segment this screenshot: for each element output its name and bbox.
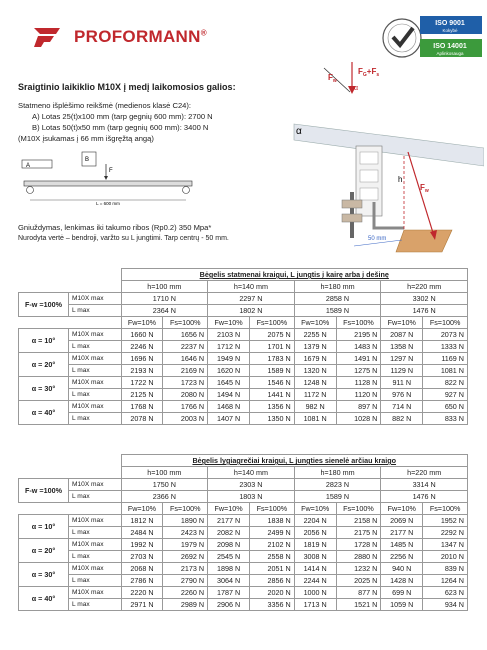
value-cell: 882 N xyxy=(381,413,423,425)
value-cell: 1646 N xyxy=(163,353,208,365)
proformann-logo-icon xyxy=(30,26,70,48)
value-cell: 1949 N xyxy=(208,353,250,365)
value-cell: 1722 N xyxy=(121,377,163,389)
table-row xyxy=(19,515,468,527)
alpha-label: α = 40° xyxy=(19,401,69,425)
value-cell: 2193 N xyxy=(121,365,163,377)
value-cell: 2056 N xyxy=(294,527,336,539)
value-cell: 1660 N xyxy=(121,329,163,341)
value-cell: 2703 N xyxy=(121,551,163,563)
value-cell: 2906 N xyxy=(208,599,250,611)
row-kind-label: M10X max xyxy=(69,563,122,575)
value-cell: 2989 N xyxy=(163,599,208,611)
value-cell: 822 N xyxy=(423,377,468,389)
value-cell: 940 N xyxy=(381,563,423,575)
value-cell: 2098 N xyxy=(208,539,250,551)
value-cell: 2545 N xyxy=(208,551,250,563)
row-kind-label: M10X max xyxy=(69,377,122,389)
value-cell: 2125 N xyxy=(121,389,163,401)
row-kind-label: M10X max xyxy=(69,353,122,365)
value-cell: 1979 N xyxy=(163,539,208,551)
table-title: Bėgelis lygiagrečiai kraigui, L jungties sienelė arčiau kraigo xyxy=(121,455,468,467)
value-cell: 2856 N xyxy=(249,575,294,587)
alpha-left: α xyxy=(296,126,302,137)
value-cell: 1379 N xyxy=(294,341,336,353)
value-cell: 1350 N xyxy=(249,413,294,425)
alpha-top: α xyxy=(354,85,359,92)
value-cell: 2244 N xyxy=(294,575,336,587)
value-cell: 2790 N xyxy=(163,575,208,587)
alpha-label: α = 40° xyxy=(19,587,69,611)
value-cell: 2237 N xyxy=(163,341,208,353)
brand-logo xyxy=(30,26,207,48)
iso-9001-sub: Kokybė xyxy=(442,28,458,33)
value-cell: 650 N xyxy=(423,401,468,413)
value-cell: 1679 N xyxy=(294,353,336,365)
value-cell: 1333 N xyxy=(423,341,468,353)
row-kind-label: M10X max xyxy=(69,329,122,341)
value-cell: 927 N xyxy=(423,389,468,401)
value-cell: 1712 N xyxy=(208,341,250,353)
value-cell: 976 N xyxy=(381,389,423,401)
value-cell: 911 N xyxy=(381,377,423,389)
value-cell: 2246 N xyxy=(121,341,163,353)
value-cell: 2003 N xyxy=(163,413,208,425)
value-cell: 934 N xyxy=(423,599,468,611)
table-row xyxy=(19,365,468,377)
value-cell: 2558 N xyxy=(249,551,294,563)
value-cell: 1787 N xyxy=(208,587,250,599)
value-cell: 1521 N xyxy=(336,599,381,611)
row-kind-label: L max xyxy=(69,365,122,377)
header-row: h=100 mm h=140 mm h=180 mm h=220 mm xyxy=(19,467,468,479)
value-cell: 1728 N xyxy=(336,539,381,551)
value-cell: 1128 N xyxy=(336,377,381,389)
value-cell: 1081 N xyxy=(423,365,468,377)
value-cell: 1264 N xyxy=(423,575,468,587)
value-cell: 1589 N xyxy=(249,365,294,377)
iso-14001-sub: Aplinkosauga xyxy=(436,51,464,56)
value-cell: 2260 N xyxy=(163,587,208,599)
value-cell: 2971 N xyxy=(121,599,163,611)
value-cell: 1952 N xyxy=(423,515,468,527)
value-cell: 2499 N xyxy=(249,527,294,539)
intro-option-a: A) Lotas 25(t)x100 mm (tarp gegnių 600 mm): 2700 N xyxy=(32,112,213,121)
row-kind-label: M10X max xyxy=(69,539,122,551)
value-cell: 3064 N xyxy=(208,575,250,587)
value-cell: 1129 N xyxy=(381,365,423,377)
value-cell: 839 N xyxy=(423,563,468,575)
value-cell: 1485 N xyxy=(381,539,423,551)
value-cell: 699 N xyxy=(381,587,423,599)
label-b: B xyxy=(85,157,90,163)
value-cell: 2880 N xyxy=(336,551,381,563)
value-cell: 1491 N xyxy=(336,353,381,365)
value-cell: 1356 N xyxy=(249,401,294,413)
beam-load-diagram xyxy=(16,150,196,206)
value-cell: 2087 N xyxy=(381,329,423,341)
row-kind-label: L max xyxy=(69,575,122,587)
value-cell: 2075 N xyxy=(249,329,294,341)
value-cell: 2173 N xyxy=(163,563,208,575)
value-cell: 1546 N xyxy=(249,377,294,389)
value-cell: 1059 N xyxy=(381,599,423,611)
intro-line: Statmeno išplėšimo reikšmė (medienos klasė C24): xyxy=(18,101,192,110)
value-cell: 1358 N xyxy=(381,341,423,353)
value-cell: 1169 N xyxy=(423,353,468,365)
value-cell: 2177 N xyxy=(208,515,250,527)
value-cell: 1248 N xyxy=(294,377,336,389)
iso-9001-label: ISO 9001 xyxy=(435,20,465,27)
table-row xyxy=(19,377,468,389)
value-cell: 2078 N xyxy=(121,413,163,425)
table-row xyxy=(19,599,468,611)
value-cell: 2204 N xyxy=(294,515,336,527)
value-cell: 1320 N xyxy=(294,365,336,377)
table-row xyxy=(19,353,468,365)
value-cell: 2073 N xyxy=(423,329,468,341)
table-row xyxy=(19,401,468,413)
bend-line1: Gniuždymas, lenkimas iki takumo ribos (Rp0.2) 350 Mpa* xyxy=(18,223,212,232)
value-cell: 1483 N xyxy=(336,341,381,353)
mounting-force-diagram xyxy=(284,62,484,258)
value-cell: 1696 N xyxy=(121,353,163,365)
value-cell: 2255 N xyxy=(294,329,336,341)
value-cell: 1656 N xyxy=(163,329,208,341)
force-fw2-label: $F_w$ xyxy=(420,183,429,194)
value-cell: 877 N xyxy=(336,587,381,599)
value-cell: 2292 N xyxy=(423,527,468,539)
value-cell: 1838 N xyxy=(249,515,294,527)
row-kind-label: L max xyxy=(69,527,122,539)
row-kind-label: L max xyxy=(69,551,122,563)
value-cell: 1620 N xyxy=(208,365,250,377)
alpha-label: α = 20° xyxy=(19,353,69,377)
value-cell: 2069 N xyxy=(381,515,423,527)
value-cell: 1898 N xyxy=(208,563,250,575)
value-cell: 2177 N xyxy=(381,527,423,539)
table-row xyxy=(19,329,468,341)
value-cell: 2158 N xyxy=(336,515,381,527)
value-cell: 2175 N xyxy=(336,527,381,539)
value-cell: 982 N xyxy=(294,401,336,413)
force-fw-label: $F_w$ xyxy=(328,73,337,84)
iso-14001-label: ISO 14001 xyxy=(433,43,467,50)
table-row xyxy=(19,575,468,587)
bend-note xyxy=(18,222,298,244)
value-cell: 1028 N xyxy=(336,413,381,425)
value-cell: 2020 N xyxy=(249,587,294,599)
brand-name: PROFORMANN® xyxy=(74,27,207,46)
row-kind-label: L max xyxy=(69,413,122,425)
value-cell: 1275 N xyxy=(336,365,381,377)
value-cell: 1494 N xyxy=(208,389,250,401)
label-length: L = 600 mm xyxy=(96,201,120,206)
value-cell: 1766 N xyxy=(163,401,208,413)
value-cell: 1701 N xyxy=(249,341,294,353)
value-cell: 897 N xyxy=(336,401,381,413)
value-cell: 833 N xyxy=(423,413,468,425)
value-cell: 1428 N xyxy=(381,575,423,587)
value-cell: 1297 N xyxy=(381,353,423,365)
table-parallel: Bėgelis lygiagrečiai kraigui, L jungties sienelė arčiau kraigo h=100 mm h=140 mm h=180 mm h=220 mm F-w =100% M10X max 1750 N 2303 N 2823 N 3314 N L max 2366 N 1803 N 1589 N 1476 N Fw=10% Fs=100% Fw=10% Fs=100% Fw=10% Fs=100% Fw=10% Fs=100% α = 10° M10X max 1812 N 1890 N 2177 N 1838 N 2204 N 2158 N 2069 N 1952 N L max 2484 N 2423 N 2082 N 2499 N 2056 N 2175 N 2177 N 2292 N α = 20° M10X max 1992 N 1979 N 2098 N 2102 N 1819 N 1728 N 1485 N 1347 N L max 2703 N 2692 N 2545 N 2558 N 3008 N 2880 N 2256 N 2010 N α = 30° M10X max 2068 N 2173 N 1898 N 2051 N 1414 N 1232 N 940 N 839 N L max 2786 N 2790 N 3064 N 2856 N 2244 N 2025 N 1428 N 1264 N α = 40° M10X max 2220 N 2260 N 1787 N 2020 N 1000 N 877 N 699 N 623 N L max 2971 N 2989 N 2906 N 3356 N 1713 N 1521 N 1059 N 934 N xyxy=(18,454,468,611)
table-row xyxy=(19,389,468,401)
page-title: Sraigtinio laikiklio M10X į medį laikomosios galios: xyxy=(18,82,236,92)
row-kind-label: M10X max xyxy=(69,587,122,599)
table-row xyxy=(19,563,468,575)
value-cell: 1890 N xyxy=(163,515,208,527)
value-cell: 1347 N xyxy=(423,539,468,551)
value-cell: 2025 N xyxy=(336,575,381,587)
value-cell: 2102 N xyxy=(249,539,294,551)
value-cell: 2068 N xyxy=(121,563,163,575)
bend-line2: Nurodyta vertė – bendroji, varžto su L jungtimi. Tarp centrų - 50 mm. xyxy=(18,235,229,242)
table-title: Bėgelis statmenai kraigui, L jungtis į kairę arba į dešinę xyxy=(121,269,468,281)
value-cell: 1783 N xyxy=(249,353,294,365)
intro-note: (M10X įsukamas į 66 mm išgręžtą angą) xyxy=(18,134,154,143)
value-cell: 1992 N xyxy=(121,539,163,551)
value-cell: 2786 N xyxy=(121,575,163,587)
offset-label: 50 mm xyxy=(368,236,387,242)
value-cell: 2195 N xyxy=(336,329,381,341)
value-cell: 3356 N xyxy=(249,599,294,611)
value-cell: 2103 N xyxy=(208,329,250,341)
table-row xyxy=(19,551,468,563)
value-cell: 1172 N xyxy=(294,389,336,401)
table-perpendicular: Bėgelis statmenai kraigui, L jungtis į kairę arba į dešinę h=100 mm h=140 mm h=180 mm h=220 mm F-w =100% M10X max 1710 N 2297 N 2858 N 3302 N L max 2364 N 1802 N 1589 N 1476 N Fw=10% Fs=100% Fw=10% Fs=100% Fw=10% Fs=100% Fw=10% Fs=100% α = 10° M10X max 1660 N 1656 N 2103 N 2075 N 2255 N 2195 N 2087 N 2073 N L max 2246 N 2237 N 1712 N 1701 N 1379 N 1483 N 1358 N 1333 N α = 20° M10X max 1696 N 1646 N 1949 N 1783 N 1679 N 1491 N 1297 N 1169 N L max 2193 N 2169 N 1620 N 1589 N 1320 N 1275 N 1129 N 1081 N α = 30° M10X max 1722 N 1723 N 1645 N 1546 N 1248 N 1128 N 911 N 822 N L max 2125 N 2080 N 1494 N 1441 N 1172 N 1120 N 976 N 927 N α = 40° M10X max 1768 N 1766 N 1468 N 1356 N 982 N 897 N 714 N 650 N L max 2078 N 2003 N 1407 N 1350 N 1081 N 1028 N 882 N 833 N xyxy=(18,268,468,425)
table-row xyxy=(19,539,468,551)
alpha-label: α = 10° xyxy=(19,329,69,353)
row-kind-label: L max xyxy=(69,341,122,353)
alpha-label: α = 30° xyxy=(19,563,69,587)
row-kind-label: M10X max xyxy=(69,515,122,527)
value-cell: 2256 N xyxy=(381,551,423,563)
value-cell: 1645 N xyxy=(208,377,250,389)
value-cell: 1120 N xyxy=(336,389,381,401)
table-row xyxy=(19,341,468,353)
value-cell: 714 N xyxy=(381,401,423,413)
value-cell: 2010 N xyxy=(423,551,468,563)
value-cell: 1414 N xyxy=(294,563,336,575)
value-cell: 1468 N xyxy=(208,401,250,413)
value-cell: 1768 N xyxy=(121,401,163,413)
value-cell: 2080 N xyxy=(163,389,208,401)
value-cell: 3008 N xyxy=(294,551,336,563)
value-cell: 1407 N xyxy=(208,413,250,425)
value-cell: 2692 N xyxy=(163,551,208,563)
value-cell: 1441 N xyxy=(249,389,294,401)
force-fg-fs-label: $F_G+F_s$ xyxy=(358,67,380,78)
intro-option-b: B) Lotas 50(t)x50 mm (tarp gegnių 600 mm): 3400 N xyxy=(32,123,209,132)
row-kind-label: L max xyxy=(69,389,122,401)
iso-certification-badges xyxy=(382,8,484,68)
value-cell: 1713 N xyxy=(294,599,336,611)
value-cell: 1000 N xyxy=(294,587,336,599)
value-cell: 2169 N xyxy=(163,365,208,377)
height-label: h xyxy=(398,175,403,184)
value-cell: 2484 N xyxy=(121,527,163,539)
header-row: h=100 mm h=140 mm h=180 mm h=220 mm xyxy=(19,281,468,293)
intro-block xyxy=(18,100,278,144)
value-cell: 2051 N xyxy=(249,563,294,575)
alpha-label: α = 20° xyxy=(19,539,69,563)
row-kind-label: L max xyxy=(69,599,122,611)
value-cell: 2423 N xyxy=(163,527,208,539)
table-row xyxy=(19,587,468,599)
alpha-label: α = 10° xyxy=(19,515,69,539)
value-cell: 2220 N xyxy=(121,587,163,599)
value-cell: 623 N xyxy=(423,587,468,599)
value-cell: 1723 N xyxy=(163,377,208,389)
row-kind-label: M10X max xyxy=(69,401,122,413)
value-cell: 1232 N xyxy=(336,563,381,575)
table-row xyxy=(19,527,468,539)
value-cell: 1812 N xyxy=(121,515,163,527)
table-row xyxy=(19,413,468,425)
value-cell: 1819 N xyxy=(294,539,336,551)
value-cell: 2082 N xyxy=(208,527,250,539)
label-force: F xyxy=(109,168,113,174)
value-cell: 1081 N xyxy=(294,413,336,425)
alpha-label: α = 30° xyxy=(19,377,69,401)
label-a: A xyxy=(26,163,31,169)
